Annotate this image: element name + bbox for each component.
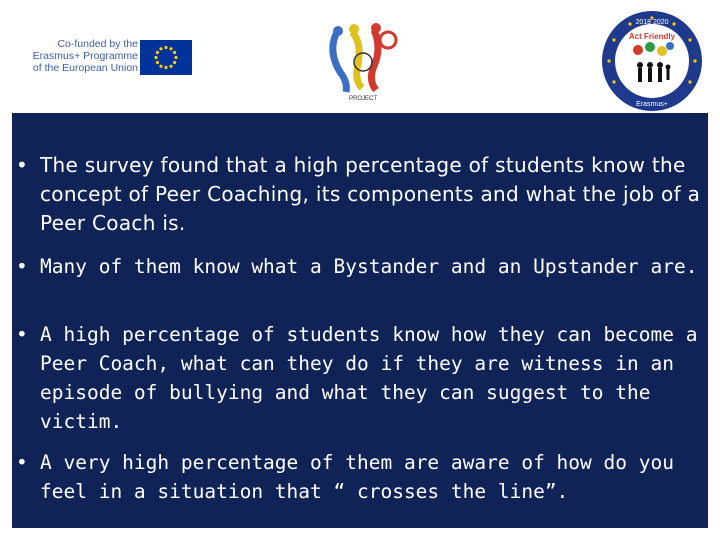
eu-line: Erasmus+ Programme: [32, 50, 138, 62]
content-panel: [12, 113, 708, 528]
act-friendly-badge: [600, 10, 704, 112]
eu-line: of the European Union: [32, 62, 138, 74]
bullet-icon: •: [16, 255, 28, 278]
badge-erasmus: Erasmus+: [636, 101, 668, 108]
slide-header: [0, 0, 720, 113]
bullet-item: [12, 151, 702, 238]
badge-years: 2018 2020: [635, 19, 669, 26]
eu-line: Co-funded by the: [57, 38, 138, 50]
bullet-text: A high percentage of students know how they can become a Peer Coach, what can they do if they are witness in an episode of bullying and what they can suggest to the victim.: [40, 323, 698, 433]
bullet-item: [12, 320, 702, 436]
bullet-icon: •: [16, 153, 29, 177]
bullet-item: [12, 448, 702, 506]
badge-title: Act Friendly: [628, 32, 676, 41]
logo-caption: PROJECT: [348, 96, 378, 102]
project-logo: [318, 22, 408, 102]
bullet-icon: •: [16, 323, 28, 346]
bullet-text: A very high percentage of them are aware of how do you feel in a situation that “ crosses the line”.: [40, 451, 674, 503]
bullet-text: The survey found that a high percentage of students know the concept of Peer Coaching, its components and what the job of a Peer Coach is.: [40, 153, 701, 235]
bullet-text: Many of them know what a Bystander and an Upstander are.: [40, 255, 698, 278]
eu-flag-icon: [140, 40, 192, 75]
bullet-item: [12, 252, 702, 281]
bullet-icon: •: [16, 451, 28, 474]
eu-funding-text: [20, 38, 138, 74]
